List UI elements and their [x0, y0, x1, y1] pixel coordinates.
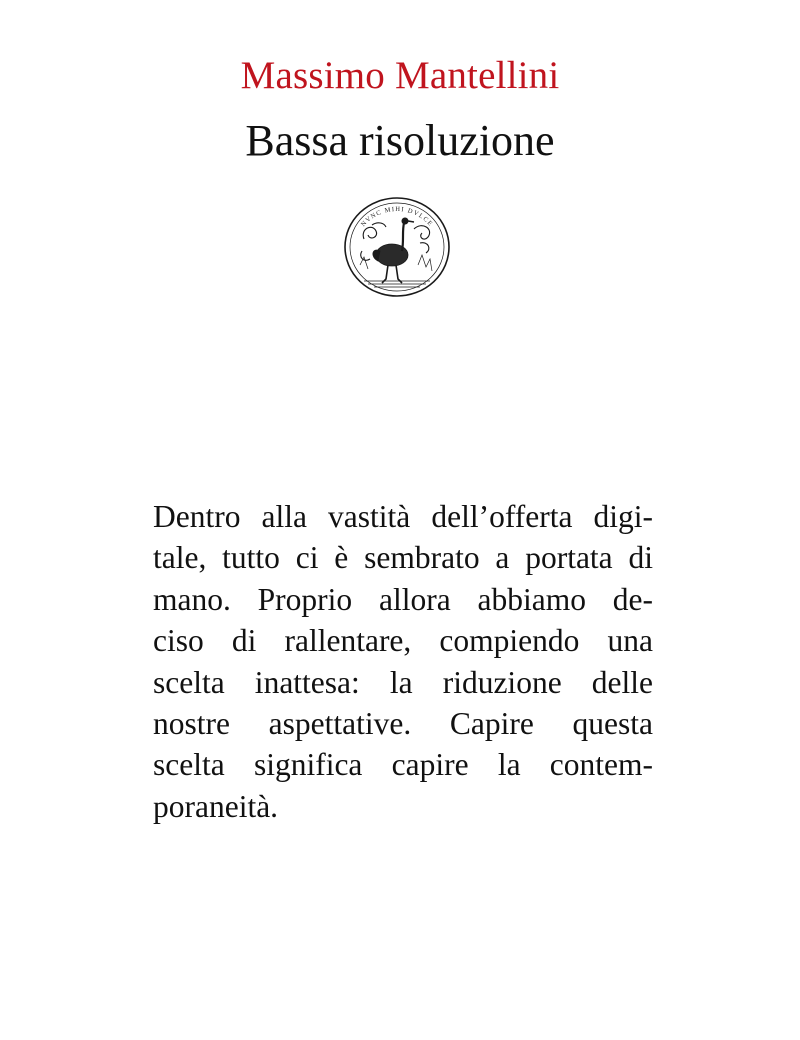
- blurb-line: ciso di rallentare, compiendo una: [153, 623, 653, 659]
- blurb-line: scelta significa capire la contem-: [153, 747, 653, 783]
- blurb-line: scelta inattesa: la riduzione delle: [153, 664, 653, 700]
- ostrich-emblem-icon: [342, 195, 452, 299]
- blurb-line: mano. Proprio allora abbiamo de-: [153, 581, 653, 617]
- author-name: Massimo Mantellini: [240, 54, 560, 97]
- blurb-line: Dentro alla vastità dell’offerta digi-: [153, 499, 653, 534]
- book-title: Bassa risoluzione: [245, 116, 555, 165]
- blurb-line: poraneità.: [153, 788, 279, 824]
- blurb-line: tale, tutto ci è sembrato a portata di: [153, 540, 653, 576]
- logo-inscription: NVNC MIHI DVLCE: [359, 205, 435, 229]
- blurb-line: nostre aspettative. Capire questa: [153, 705, 653, 741]
- blurb-text: [153, 496, 653, 827]
- publisher-logo: [342, 195, 452, 299]
